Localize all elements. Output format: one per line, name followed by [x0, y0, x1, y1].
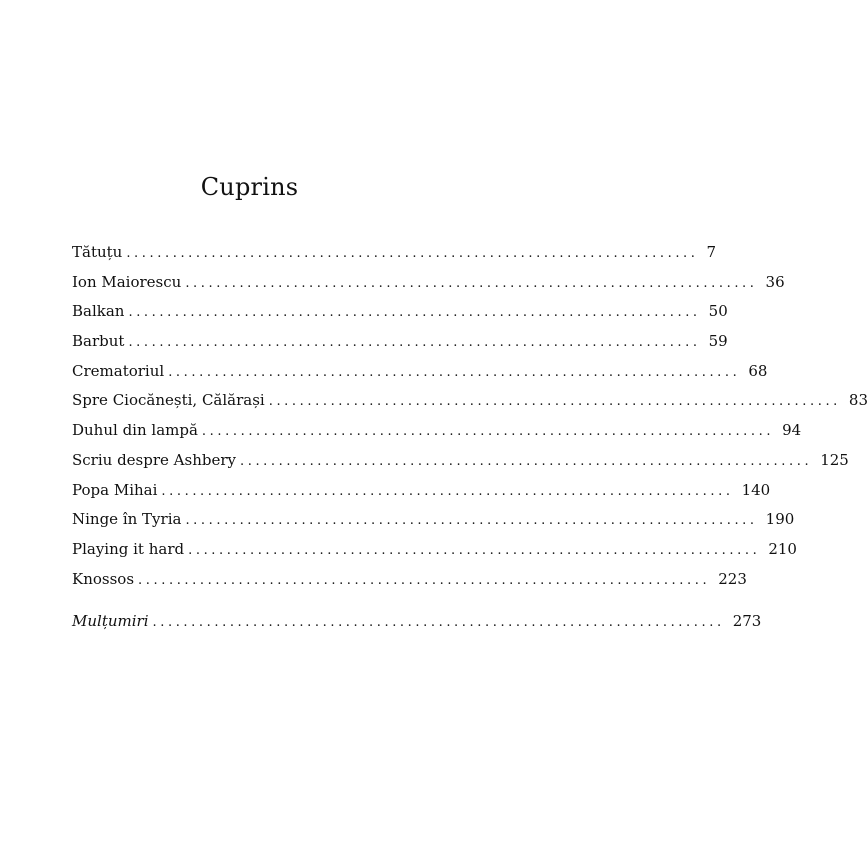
toc-entry: [72, 359, 768, 389]
toc-entry-page: 36: [765, 272, 785, 291]
toc-entry: [72, 388, 868, 418]
toc-entry-title: Duhul din lampă: [72, 421, 198, 440]
toc-entry: [72, 299, 728, 329]
toc-entry-page: 273: [732, 612, 762, 631]
toc-entry-page: 50: [708, 302, 728, 321]
toc-entry: [72, 270, 785, 300]
dot-leader: ..........................................................................: [168, 364, 741, 380]
dot-leader: ..........................................................................: [128, 335, 701, 351]
dot-leader: ..........................................................................: [185, 513, 758, 529]
toc-entry-title: Playing it hard: [72, 539, 185, 558]
toc-entry-title: Spre Ciocănești, Călărași: [72, 391, 265, 410]
toc-entry: [72, 567, 747, 597]
toc-entry-page: 125: [820, 450, 849, 469]
toc-entry-page: 223: [718, 569, 747, 588]
dot-leader: ..........................................................................: [188, 542, 761, 558]
dot-leader: ..........................................................................: [268, 394, 841, 410]
toc-entry: [72, 418, 802, 448]
dot-leader: ..........................................................................: [128, 305, 701, 321]
toc-entry-title: Ninge în Tyria: [72, 510, 182, 529]
toc-entry: [72, 240, 717, 270]
toc-entry-acknowledgements: [72, 609, 762, 639]
toc-entry-page: 7: [706, 243, 717, 261]
toc-entry: [72, 507, 795, 537]
toc-entry-title: Popa Mihai: [72, 480, 158, 499]
page-title: Cuprins: [200, 173, 299, 201]
dot-leader: ..........................................................................: [126, 246, 699, 261]
dot-leader: ..........................................................................: [138, 572, 711, 588]
toc-entry-page: 83: [848, 391, 868, 410]
table-of-contents: [72, 240, 868, 639]
toc-entry-title: Tătuțu: [72, 243, 123, 261]
toc-entry-page: 140: [741, 480, 771, 499]
toc-entry-page: 210: [768, 539, 797, 558]
toc-entry-title: Mulțumiri: [72, 612, 149, 631]
toc-entry-page: 59: [708, 332, 728, 351]
toc-entry-title: Ion Maiorescu: [72, 272, 182, 291]
dot-leader: ..........................................................................: [161, 483, 734, 499]
dot-leader: ..........................................................................: [201, 424, 775, 440]
toc-entry-title: Scriu despre Ashbery: [72, 450, 236, 469]
toc-entry: [72, 448, 849, 478]
toc-entry-title: Knossos: [72, 569, 135, 588]
toc-entry-page: 94: [782, 421, 802, 440]
toc-entry-title: Balkan: [72, 302, 125, 321]
toc-entry: [72, 478, 771, 508]
toc-entry-title: Crematoriul: [72, 361, 165, 380]
toc-entry: [72, 537, 797, 567]
dot-leader: ..........................................................................: [239, 453, 813, 469]
toc-entry-page: 68: [748, 361, 768, 380]
toc-entry-page: 190: [765, 510, 795, 529]
dot-leader: ..........................................................................: [185, 275, 758, 291]
toc-entry-title: Barbut: [72, 332, 125, 351]
toc-entry: [72, 329, 728, 359]
dot-leader: ..........................................................................: [152, 615, 725, 631]
